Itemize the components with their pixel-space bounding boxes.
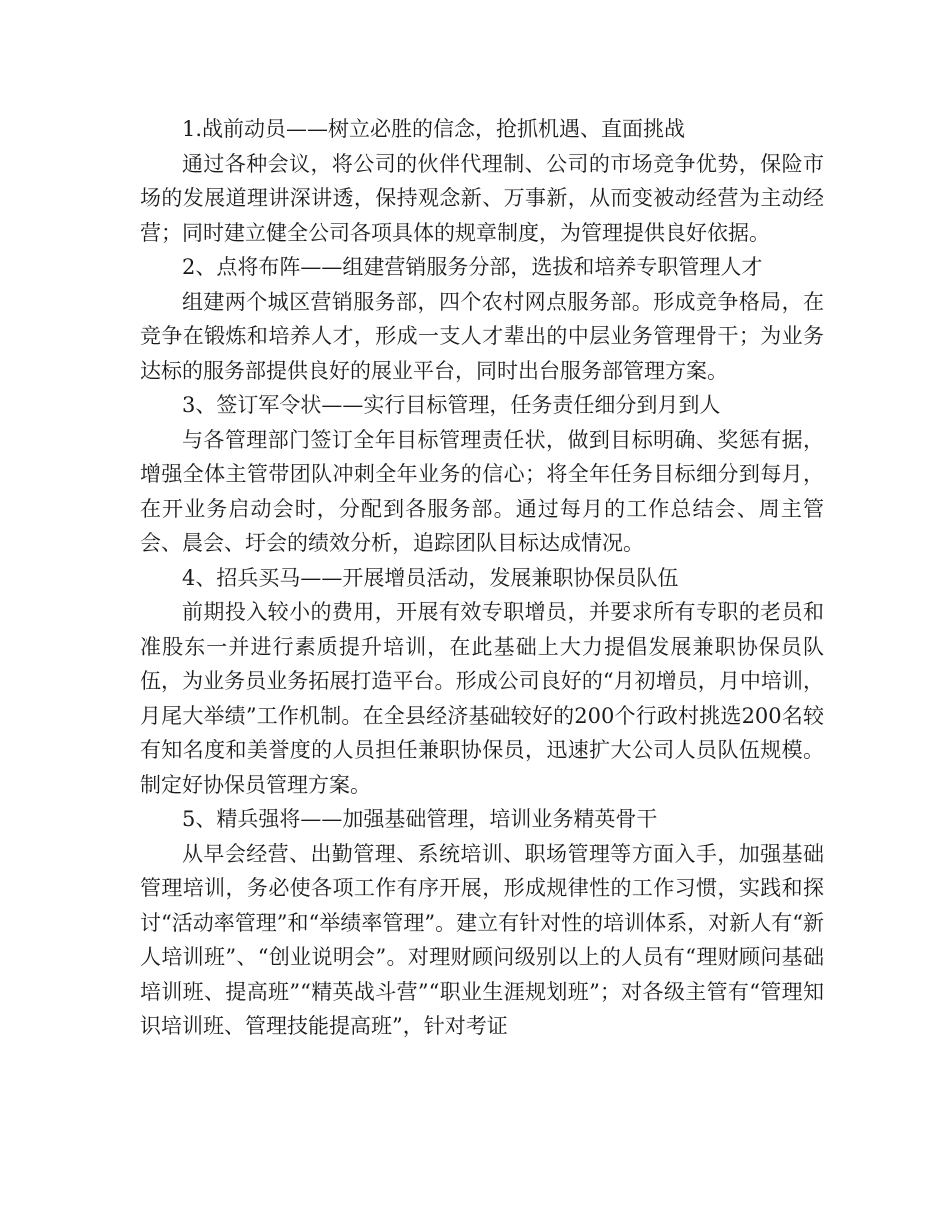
- section-heading-4: 4、招兵买马——开展增员活动，发展兼职协保员队伍: [182, 565, 679, 590]
- section-paragraph-3: 与各管理部门签订全年目标管理责任状，做到目标明确、奖惩有据，增强全体主管带团队冲刺全年业务的信心；将全年任务目标细分到每月，在开业务启动会时，分配到各服务部。通过每月的工作总结会、周主管会、晨会、圩会的绩效分析，追踪团队目标达成情况。: [140, 427, 824, 555]
- section-paragraph-4: 前期投入较小的费用，开展有效专职增员，并要求所有专职的老员和准股东一并进行素质提升培训，在此基础上大力提倡发展兼职协保员队伍，为业务员业务拓展打造平台。形成公司良好的“月初增员，月中培训，月尾大举绩”工作机制。在全县经济基础较好的200个行政村挑选200名较有知名度和美誉度的人员担任兼职协保员，迅速扩大公司人员队伍规模。制定好协保员管理方案。: [140, 600, 824, 797]
- section-heading-5: 5、精兵强将——加强基础管理，培训业务精英骨干: [182, 807, 658, 831]
- section-heading-2: 2、点将布阵——组建营销服务分部，选拔和培养专职管理人才: [182, 255, 763, 279]
- section-heading-3: 3、签订军令状——实行目标管理，任务责任细分到月到人: [182, 393, 721, 417]
- section-paragraph-1: 通过各种会议，将公司的伙伴代理制、公司的市场竞争优势，保险市场的发展道理讲深讲透，保持观念新、万事新，从而变被动经营为主动经营；同时建立健全公司各项具体的规章制度，为管理提供良好依据。: [140, 151, 824, 245]
- section-paragraph-5: 从早会经营、出勤管理、系统培训、职场管理等方面入手，加强基础管理培训，务必使各项工作有序开展，形成规律性的工作习惯，实践和探讨“活动率管理”和“举绩率管理”。建立有针对性的培训体系，对新人有“新人培训班”、“创业说明会”。对理财顾问级别以上的人员有“理财顾问基础培训班、提高班”“精英战斗营”“职业生涯规划班”；对各级主管有“管理知识培训班、管理技能提高班”，针对考证: [140, 841, 824, 1038]
- document-page: [140, 112, 824, 1044]
- section-paragraph-2: 组建两个城区营销服务部，四个农村网点服务部。形成竞争格局，在竞争在锻炼和培养人才，形成一支人才辈出的中层业务管理骨干；为业务达标的服务部提供良好的展业平台，同时出台服务部管理方案。: [140, 289, 824, 383]
- section-heading-1: 1.战前动员——树立必胜的信念，抢抓机遇、直面挑战: [182, 117, 686, 141]
